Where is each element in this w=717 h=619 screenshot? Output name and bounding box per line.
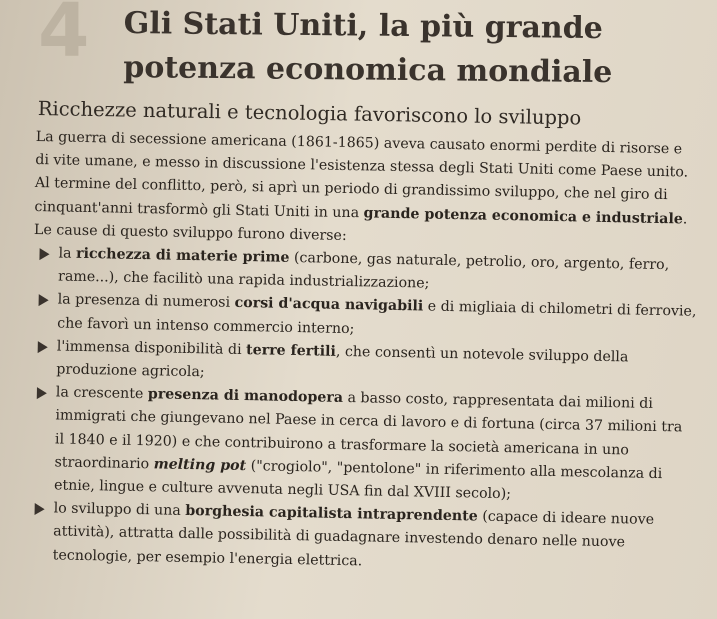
bullet-text: , che consentì un notevole sviluppo della produzione agricola; bbox=[56, 343, 629, 381]
bullet-text: la crescente bbox=[55, 384, 149, 403]
bullet-text: la bbox=[58, 245, 77, 262]
bullet-text: la presenza di numerosi bbox=[57, 291, 235, 312]
bullet-bold: borghesia capitalista intraprendente bbox=[185, 503, 478, 525]
bullet-text: lo sviluppo di una bbox=[53, 500, 186, 520]
bullet-bold: presenza di manodopera bbox=[147, 386, 344, 407]
triangle-bullet-icon bbox=[35, 503, 45, 515]
intro-text: La guerra di secessione americana (1861-1865) aveva causato enormi perdite di risorse e di vite umane, e messo in discussione l'esistenza stessa degli Stati Uniti come Paese unito. Al termine del conflitto, però, si aprì un periodo di grandissimo sviluppo, che nel giro di cinquant'anni trasformò gli Stati Uniti in una bbox=[34, 128, 689, 221]
triangle-bullet-icon bbox=[39, 295, 49, 307]
chapter-title: Gli Stati Uniti, la più grande potenza economica mondiale bbox=[123, 5, 613, 91]
bullet-text: l'immensa disponibilità di bbox=[56, 338, 247, 358]
bullet-text: ("crogiolo", "pentolone" in riferimento alla mescolanza di etnie, lingue e culture avvenuta negli USA fin dal XVIII secolo); bbox=[53, 457, 663, 503]
bullet-bold: terre fertili bbox=[245, 341, 337, 360]
triangle-bullet-icon bbox=[38, 341, 48, 353]
bullet-text: (carbone, gas naturale, petrolio, oro, argento, ferro, rame...), che facilitò una rapida industrializzazione; bbox=[57, 249, 670, 292]
intro-after: . Le cause di questo sviluppo furono diverse: bbox=[33, 211, 688, 244]
intro-emphasis: grande potenza economica e industriale bbox=[363, 204, 683, 228]
bullet-text: (capace di ideare nuove attività), attratta dalle possibilità di guadagnare investendo denaro nelle nuove tecnologie, per esempio l'energia elettrica. bbox=[52, 508, 655, 569]
triangle-bullet-icon bbox=[39, 248, 49, 260]
chapter-number: 4 bbox=[38, 0, 90, 74]
body-text bbox=[28, 126, 700, 580]
bullet-item-bourgeoisie bbox=[28, 497, 693, 579]
intro-paragraph bbox=[34, 126, 700, 255]
section-heading: Ricchezze naturali e tecnologia favoriscono lo sviluppo bbox=[37, 97, 582, 130]
bullet-item-workforce bbox=[29, 381, 695, 510]
bullet-bold: corsi d'acqua navigabili bbox=[234, 295, 424, 315]
bullet-text: e di migliaia di chilometri di ferrovie, che favorì un intenso commercio interno; bbox=[57, 298, 697, 337]
bullet-italic: melting pot bbox=[153, 456, 247, 474]
triangle-bullet-icon bbox=[37, 387, 47, 399]
bullet-bold: ricchezza di materie prime bbox=[75, 245, 290, 266]
bullet-text: a basso costo, rappresentata dai milioni di immigrati che giungevano nel Paese in cerca di lavoro e di fortuna (circa 37 milioni tra il 1840 e il 1920) e che contribuirono a trasformare la società americana in uno straordinario bbox=[54, 390, 683, 473]
